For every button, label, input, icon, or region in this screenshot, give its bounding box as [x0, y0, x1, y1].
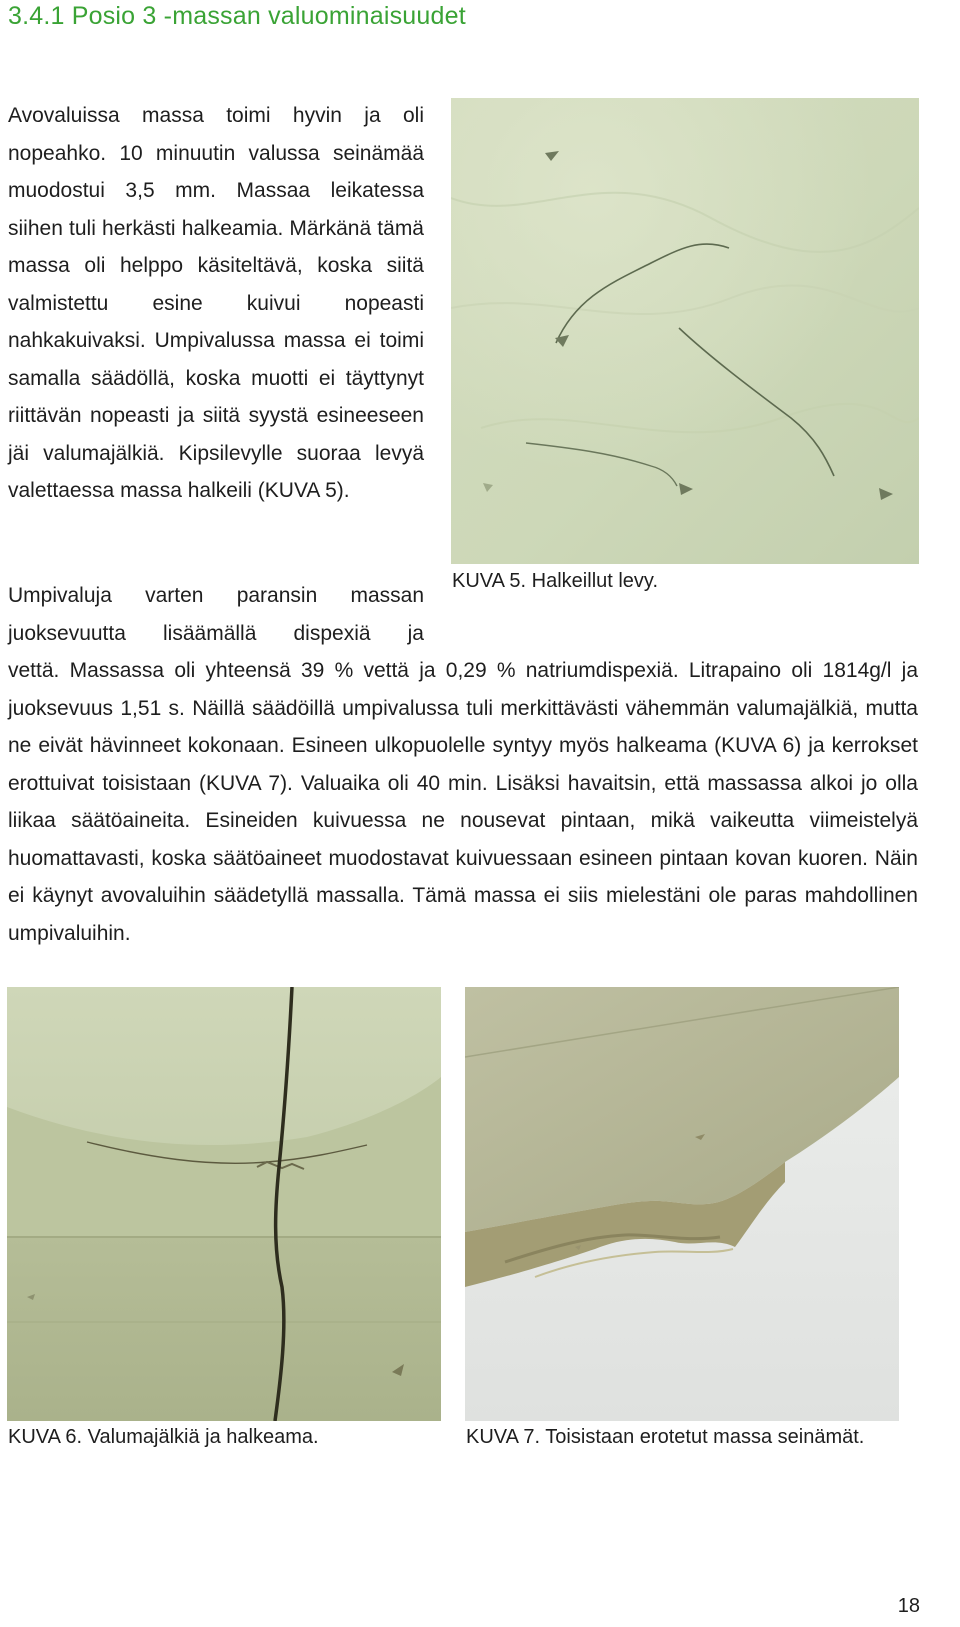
figure-5-caption: KUVA 5. Halkeillut levy.	[452, 570, 659, 592]
figure-7-photo	[465, 987, 899, 1421]
paragraph-2-start: Umpivaluja varten paransin massan juoksevuutta lisäämällä dispexiä ja	[8, 584, 424, 645]
figure-6-caption: KUVA 6. Valumajälkiä ja halkeama.	[8, 1426, 319, 1448]
paragraph-2-rest: vettä. Massassa oli yhteensä 39 % vettä ja 0,29 % natriumdispexiä. Litrapaino oli 1814g/l ja juoksevuus 1,51 s. Näillä säädöillä umpivalussa tuli merkittävästi vähemmän valumajälkiä, mutta ne eivät hävinneet kokonaan. Esineen ulkopuolelle syntyy myös halkeama (KUVA 6) ja kerrokset erottuivat toisistaan (KUVA 7). Valuaika oli 40 min. Lisäksi havaitsin, että massassa alkoi jo olla liikaa säätöaineita. Esineiden kuivuessa ne nousevat pintaan, mikä vaikeutta viimeistelyä huomattavasti, koska säätöaineet muodostavat kuivuessaan esineen pintaan kovan kuoren. Näin ei käynyt avovaluihin säädetyllä massalla. Tämä massa ei siis mielestäni ole paras mahdollinen umpivaluihin.	[8, 659, 918, 945]
figure-6-photo	[7, 987, 441, 1421]
page-number: 18	[897, 1595, 920, 1617]
figure-5-photo	[451, 98, 919, 564]
paragraph-1: Avovaluissa massa toimi hyvin ja oli nopeahko. 10 minuutin valussa seinämää muodostui 3,5 mm. Massaa leikatessa siihen tuli herkästi halkeamia. Märkänä tämä massa oli helppo käsiteltävä, koska siitä valmistettu esine kuivui nopeasti nahkakuivaksi. Umpivalussa massa ei toimi samalla säädöllä, koska muotti ei täyttynyt riittävän nopeasti ja siitä syystä esineeseen jäi valumajälkiä. Kipsilevylle suoraa levyä valettaessa massa halkeili (KUVA 5).	[8, 104, 424, 502]
section-heading: 3.4.1 Posio 3 -massan valuominaisuudet	[8, 2, 466, 30]
figure-7-caption: KUVA 7. Toisistaan erotetut massa seinämät.	[466, 1426, 865, 1448]
